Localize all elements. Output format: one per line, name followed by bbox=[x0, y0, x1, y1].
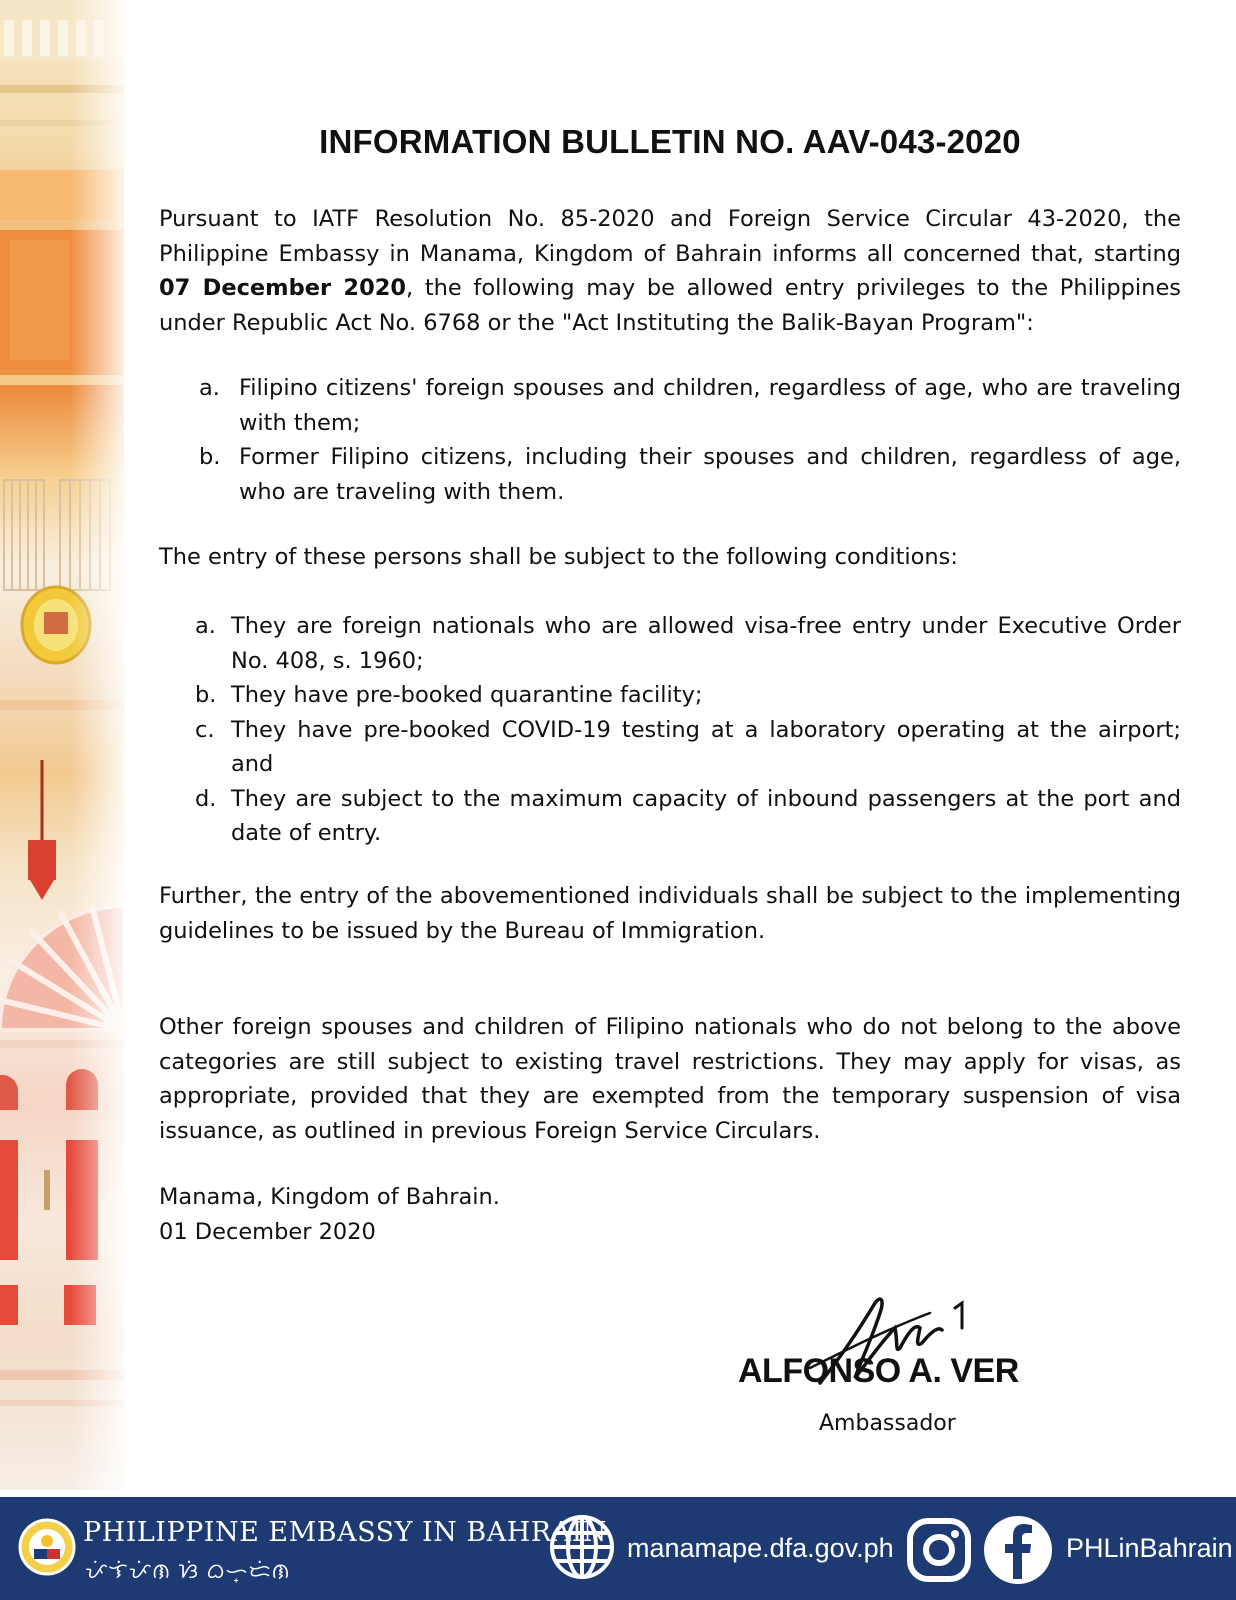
seal-icon bbox=[18, 1507, 76, 1587]
list-item bbox=[199, 440, 1181, 509]
embassy-name: PHILIPPINE EMBASSY IN BAHRAIN bbox=[83, 1517, 607, 1548]
list-marker: c. bbox=[195, 716, 215, 743]
other-paragraph: Other foreign spouses and children of Filipino nationals who do not belong to the above categories are still subject to existing travel restrictions. They may apply for visas, as appropriate, provided that they are exempted from the temporary suspension of visa issuance, as outlined in previous Foreign Service Circulars. bbox=[159, 1014, 1181, 1144]
instagram-icon[interactable] bbox=[906, 1517, 972, 1583]
footer-banner bbox=[0, 1497, 1236, 1600]
facebook-icon[interactable] bbox=[983, 1515, 1053, 1585]
globe-icon bbox=[548, 1513, 616, 1581]
conditions-list bbox=[195, 609, 1181, 851]
list-marker: b. bbox=[199, 444, 221, 470]
intro-date: 07 December 2020 bbox=[159, 275, 407, 301]
signatory-title: Ambassador bbox=[819, 1411, 956, 1436]
signatory-name: ALFONSO A. VER bbox=[738, 1352, 1019, 1390]
place: Manama, Kingdom of Bahrain. bbox=[159, 1184, 500, 1210]
strip-fade bbox=[70, 0, 124, 1490]
list-marker: a. bbox=[195, 613, 216, 639]
embassy-name-baybayin: ᜉᜒᜎᜒᜉᜒᜈ ᜐᜒ ᜊᜑ᜔ᜇᜒᜈ bbox=[85, 1559, 291, 1583]
issue-date: 01 December 2020 bbox=[159, 1218, 376, 1245]
list-item-text: Former Filipino citizens, including their spouses and children, regardless of age, who are traveling with them. bbox=[239, 444, 1181, 505]
intro-text-1: Pursuant to IATF Resolution No. 85-2020 and Foreign Service Circular 43-2020, the Philippine Embassy in Manama, Kingdom of Bahrain informs all concerned that, starting bbox=[159, 206, 1181, 267]
list-item bbox=[199, 371, 1181, 440]
list-item-text: They have pre-booked quarantine facility; bbox=[231, 682, 703, 708]
list-item-text: They are foreign nationals who are allowed visa-free entry under Executive Order No. 408, s. 1960; bbox=[231, 613, 1181, 674]
list-item bbox=[195, 713, 1181, 782]
list-marker: b. bbox=[195, 682, 217, 708]
intro-text-2: , the following may be allowed entry privileges to the Philippines under Republic Act No. 6768 or the "Act Instituting the Balik-Bayan Program": bbox=[159, 275, 1182, 336]
bulletin-title: INFORMATION BULLETIN NO. AAV-043-2020 bbox=[319, 123, 1021, 160]
further-paragraph: Further, the entry of the abovementioned individuals shall be subject to the implementing guidelines to be issued by the Bureau of Immigration. bbox=[159, 883, 1181, 944]
entrants-list bbox=[199, 371, 1181, 509]
list-item-text: Filipino citizens' foreign spouses and children, regardless of age, who are traveling with them; bbox=[239, 375, 1181, 436]
place-date-block bbox=[159, 1180, 500, 1249]
conditions-intro: The entry of these persons shall be subject to the following conditions: bbox=[159, 544, 958, 570]
list-item bbox=[195, 782, 1181, 851]
list-item bbox=[195, 609, 1181, 678]
intro-paragraph bbox=[159, 202, 1181, 340]
list-marker: d. bbox=[195, 785, 217, 812]
decorative-building-strip bbox=[0, 0, 124, 1490]
list-item bbox=[195, 678, 1181, 713]
website-link[interactable]: manamape.dfa.gov.ph bbox=[627, 1533, 894, 1563]
list-marker: a. bbox=[199, 375, 220, 401]
list-item-text: They are subject to the maximum capacity of inbound passengers at the port and date of entry. bbox=[231, 785, 1181, 846]
social-handle[interactable]: PHLinBahrain bbox=[1066, 1533, 1233, 1563]
list-item-text: They have pre-booked COVID-19 testing at a laboratory operating at the airport; and bbox=[231, 716, 1181, 777]
